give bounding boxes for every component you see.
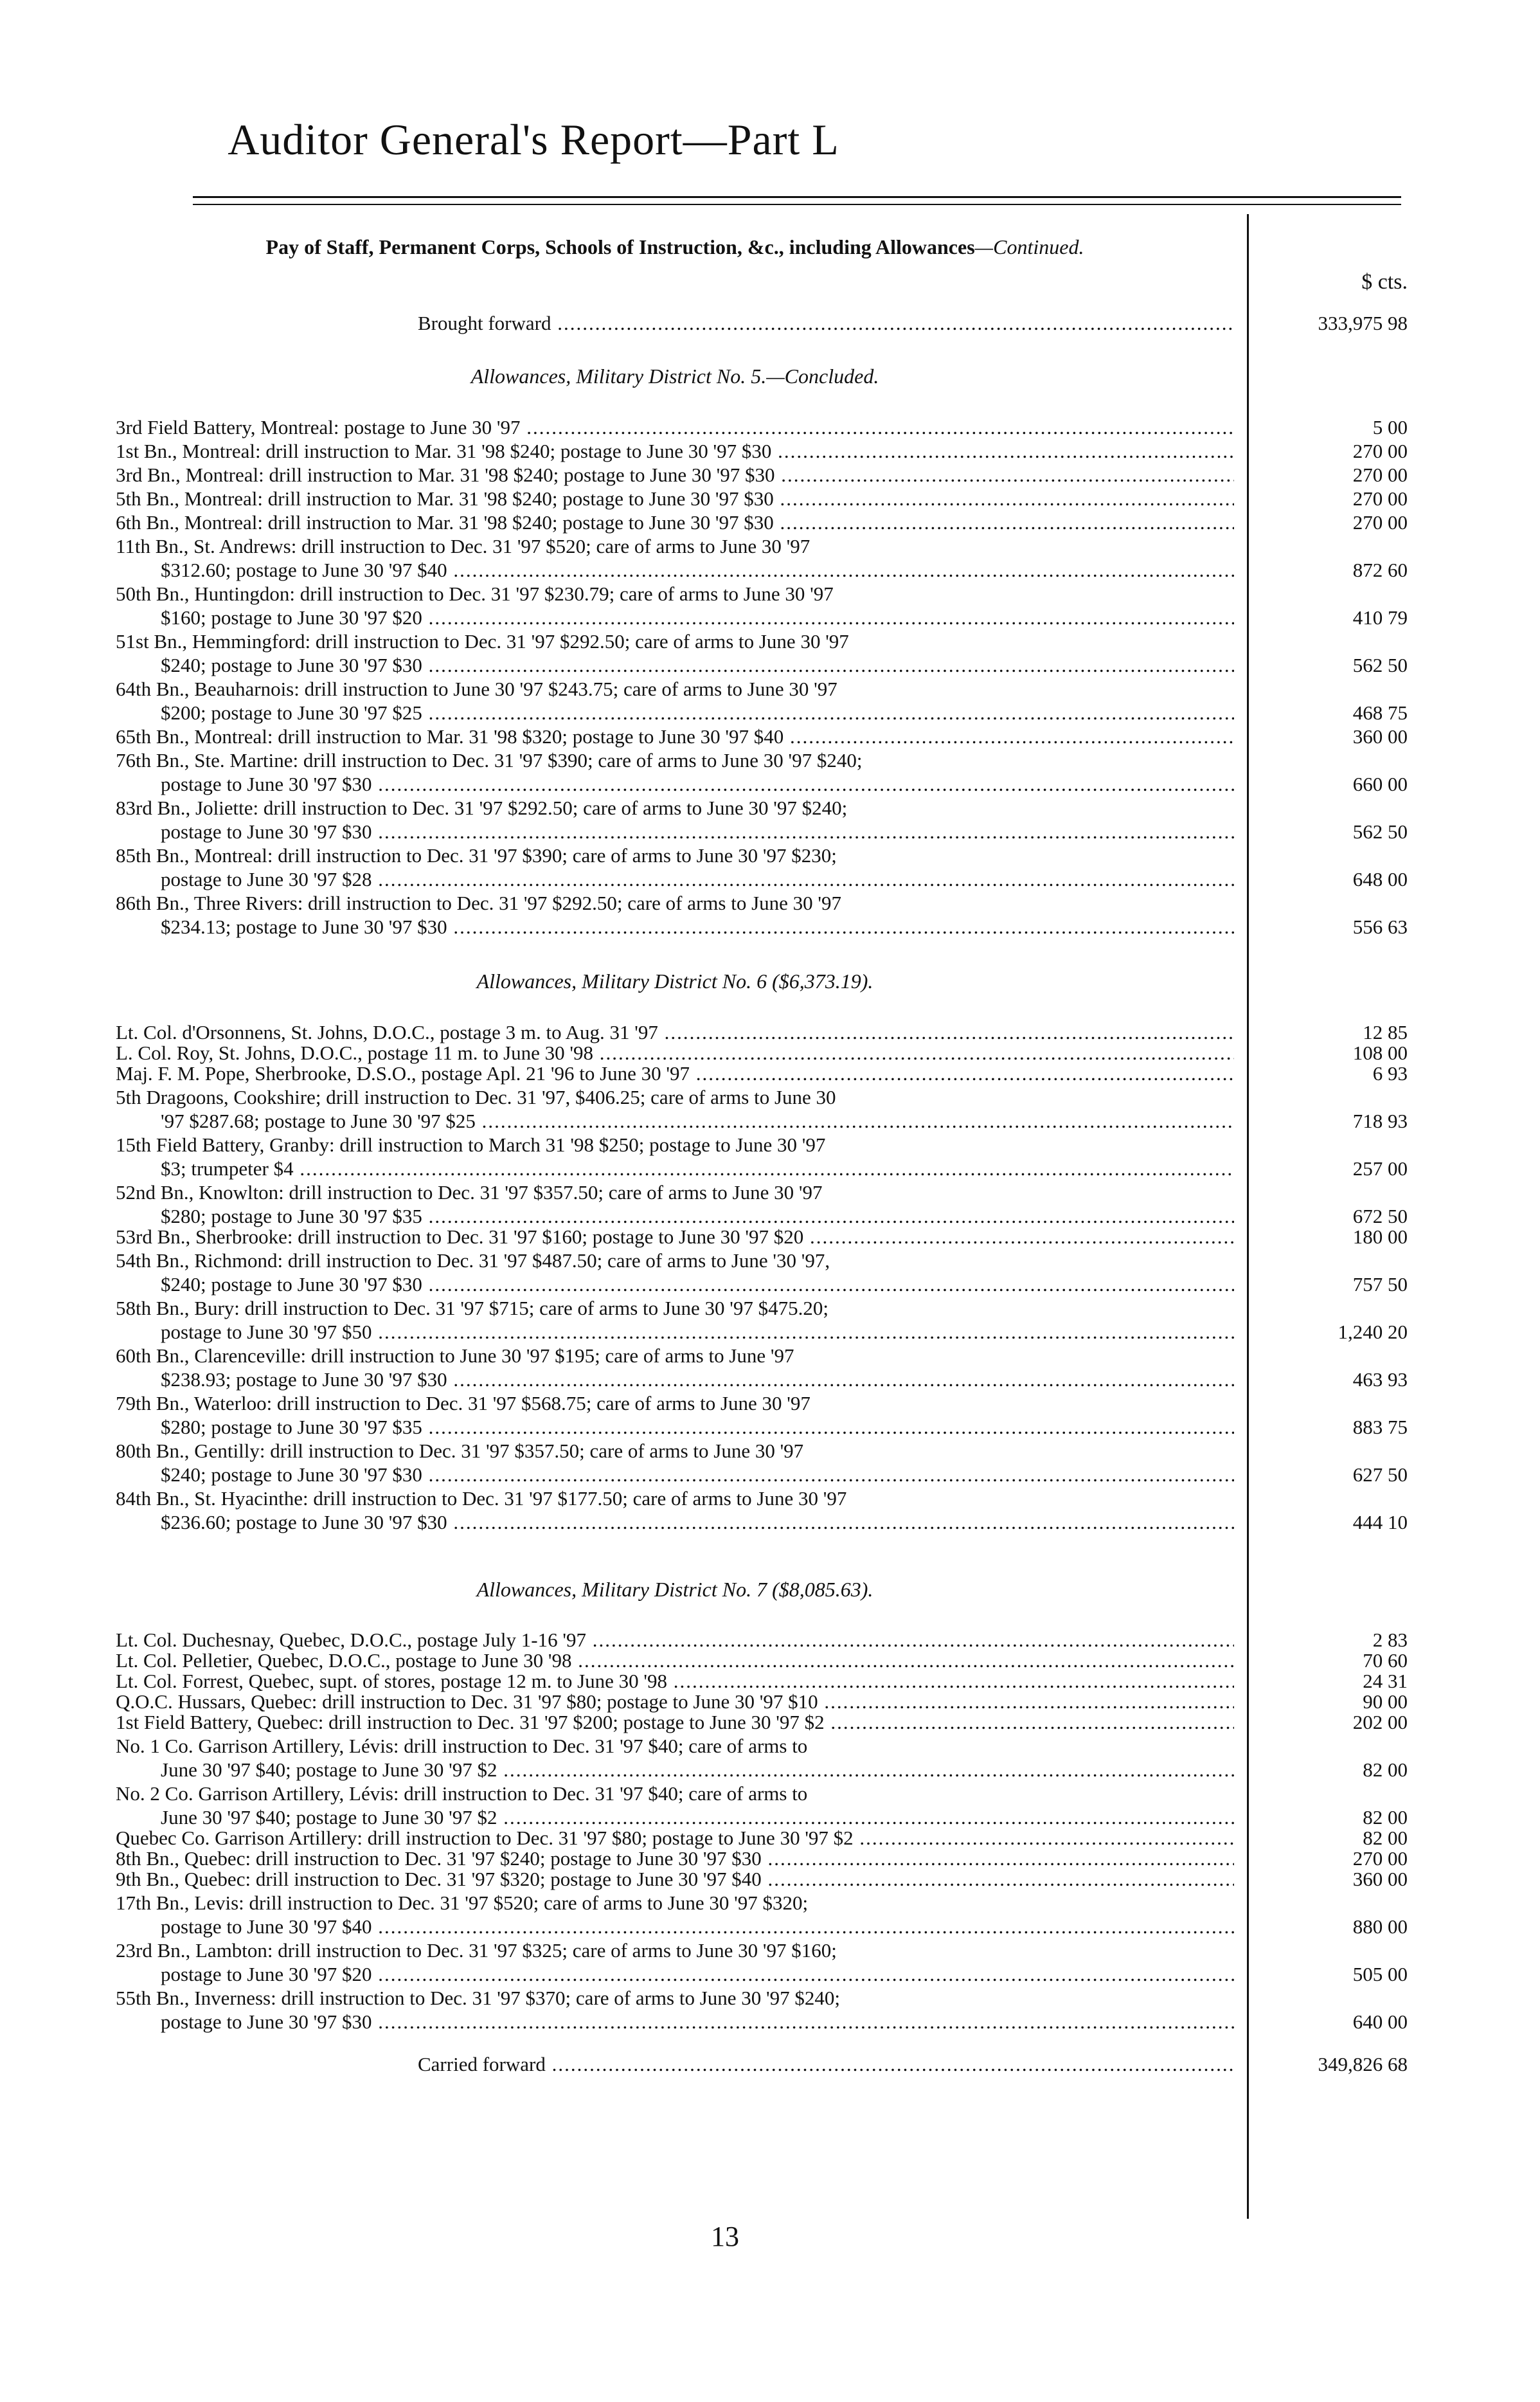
table-heading-text: Pay of Staff, Permanent Corps, Schools of Instruction, &c., including Allowances — [265, 235, 975, 258]
entry-line: 79th Bn., Waterloo: drill instruction to Dec. 31 '97 $568.75; care of arms to June 30 '97 — [116, 1392, 810, 1414]
table-row — [116, 1486, 1408, 1534]
entry-line: $240; postage to June 30 '97 $30 ..... — [116, 1463, 1234, 1486]
table-row — [116, 725, 1408, 748]
entry-line: postage to June 30 '97 $50 ..... — [116, 1320, 1234, 1344]
entry-description — [116, 1439, 1234, 1486]
entry-line: 84th Bn., St. Hyacinthe: drill instruction to Dec. 31 '97 $177.50; care of arms to June 30 '97 — [116, 1487, 847, 1510]
table-row — [116, 534, 1408, 582]
table-row — [116, 1249, 1408, 1296]
entry-line: 80th Bn., Gentilly: drill instruction to Dec. 31 '97 $357.50; care of arms to June 30 '97 — [116, 1440, 804, 1462]
entry-line: 9th Bn., Quebec: drill instruction to Dec. 31 '97 $320; postage to June 30 '97 $40 ..... — [116, 1867, 1234, 1891]
entry-description — [116, 1249, 1234, 1296]
brought-forward-amount: 333,975 98 — [1318, 312, 1408, 334]
entry-description — [116, 1782, 1234, 1829]
entry-amount: 12 85 — [1363, 1021, 1408, 1043]
entry-amount: 463 93 — [1352, 1368, 1408, 1391]
table-row — [116, 1016, 1408, 1044]
entry-line: Maj. F. M. Pope, Sherbrooke, D.S.O., postage Apl. 21 '96 to June 30 '97 ..... — [116, 1061, 1234, 1085]
entry-description — [116, 439, 1234, 463]
table-row — [116, 1713, 1408, 1734]
entry-amount: 880 00 — [1352, 1915, 1408, 1938]
entry-line: L. Col. Roy, St. Johns, D.O.C., postage 11 m. to June 30 '98 ..... — [116, 1041, 1234, 1065]
entry-line: No. 1 Co. Garrison Artillery, Lévis: drill instruction to Dec. 31 '97 $40; care of arms to — [116, 1735, 808, 1757]
entry-amount: 270 00 — [1352, 1847, 1408, 1870]
entry-amount: 24 31 — [1363, 1670, 1408, 1692]
entry-line: 52nd Bn., Knowlton: drill instruction to Dec. 31 '97 $357.50; care of arms to June 30 '97 — [116, 1181, 823, 1204]
entry-amount: 82 00 — [1363, 1806, 1408, 1829]
entry-amount: 270 00 — [1352, 440, 1408, 462]
accounts-table — [116, 214, 1408, 2076]
entry-line: 86th Bn., Three Rivers: drill instruction to Dec. 31 '97 $292.50; care of arms to June 30 '97 — [116, 892, 841, 914]
table-row — [116, 463, 1408, 487]
entry-line: postage to June 30 '97 $28 ..... — [116, 867, 1234, 891]
entry-amount: 505 00 — [1352, 1963, 1408, 1985]
entry-line: $240; postage to June 30 '97 $30 ..... — [116, 1272, 1234, 1296]
entry-description — [116, 1296, 1234, 1344]
table-row — [116, 891, 1408, 939]
entry-description — [116, 1486, 1234, 1534]
entry-line: postage to June 30 '97 $30 ..... — [116, 820, 1234, 844]
entry-line: 64th Bn., Beauharnois: drill instruction to June 30 '97 $243.75; care of arms to June 30 '97 — [116, 678, 837, 700]
entry-amount: 640 00 — [1352, 2010, 1408, 2033]
entry-amount: 660 00 — [1352, 773, 1408, 795]
entry-description — [116, 1180, 1234, 1228]
entry-amount: 718 93 — [1352, 1110, 1408, 1132]
entry-amount: 270 00 — [1352, 511, 1408, 534]
entry-line: 8th Bn., Quebec: drill instruction to Dec. 31 '97 $240; postage to June 30 '97 $30 ..... — [116, 1847, 1234, 1870]
table-row — [116, 1624, 1408, 1652]
entry-line: 3rd Field Battery, Montreal: postage to June 30 '97 ..... — [116, 415, 1234, 439]
table-heading — [116, 235, 1234, 260]
entry-line: $3; trumpeter $4 ..... — [116, 1157, 1234, 1180]
entry-description — [116, 725, 1234, 748]
entry-line: 58th Bn., Bury: drill instruction to Dec. 31 '97 $715; care of arms to June 30 '97 $475.20; — [116, 1297, 828, 1319]
entry-line: 83rd Bn., Joliette: drill instruction to Dec. 31 '97 $292.50; care of arms to June 30 '97 $240; — [116, 797, 848, 819]
carried-forward-row — [116, 2048, 1408, 2076]
entry-description — [116, 510, 1234, 534]
entry-description — [116, 677, 1234, 725]
table-row — [116, 1085, 1408, 1133]
entry-description — [116, 1225, 1234, 1249]
entry-line: Lt. Col. Duchesnay, Quebec, D.O.C., postage July 1-16 '97 ..... — [116, 1628, 1234, 1652]
entry-line: 5th Dragoons, Cookshire; drill instruction to Dec. 31 '97, $406.25; care of arms to June 30 — [116, 1086, 836, 1108]
table-row — [116, 1734, 1408, 1782]
entry-line: 3rd Bn., Montreal: drill instruction to Mar. 31 '98 $240; postage to June 30 '97 $30 ..... — [116, 463, 1234, 487]
brought-forward-row — [116, 294, 1408, 335]
entry-description — [116, 1891, 1234, 1938]
top-rule-thin — [193, 204, 1401, 205]
entry-line: 54th Bn., Richmond: drill instruction to Dec. 31 '97 $487.50; care of arms to June '30 '97, — [116, 1249, 830, 1272]
entry-line: $280; postage to June 30 '97 $35 ..... — [116, 1204, 1234, 1228]
entry-description — [116, 1085, 1234, 1133]
entry-line: June 30 '97 $40; postage to June 30 '97 $2 ..... — [116, 1805, 1234, 1829]
entry-amount: 562 50 — [1352, 654, 1408, 676]
entry-line: 15th Field Battery, Granby: drill instruction to March 31 '98 $250; postage to June 30 '97 — [116, 1133, 826, 1156]
table-heading-continued: —Continued. — [974, 235, 1084, 258]
entry-amount: 883 75 — [1352, 1416, 1408, 1438]
entry-amount: 757 50 — [1352, 1273, 1408, 1296]
entry-line: $236.60; postage to June 30 '97 $30 ..... — [116, 1510, 1234, 1534]
entry-amount: 444 10 — [1352, 1511, 1408, 1533]
entry-description — [116, 582, 1234, 629]
entry-line: 85th Bn., Montreal: drill instruction to Dec. 31 '97 $390; care of arms to June 30 '97 $230; — [116, 844, 837, 867]
entry-amount: 562 50 — [1352, 820, 1408, 843]
table-row — [116, 510, 1408, 534]
table-row — [116, 1062, 1408, 1085]
entry-line: 1st Field Battery, Quebec: drill instruction to Dec. 31 '97 $200; postage to June 30 '97 $2 ..... — [116, 1710, 1234, 1734]
entry-description — [116, 463, 1234, 487]
entry-amount: 257 00 — [1352, 1157, 1408, 1180]
section-title: Allowances, Military District No. 6 ($6,373.19). — [476, 970, 873, 993]
table-row — [116, 1439, 1408, 1486]
entry-amount: 672 50 — [1352, 1205, 1408, 1227]
entry-line: 6th Bn., Montreal: drill instruction to Mar. 31 '98 $240; postage to June 30 '97 $30 ..... — [116, 510, 1234, 534]
entry-line: $312.60; postage to June 30 '97 $40 ..... — [116, 558, 1234, 582]
entry-amount: 108 00 — [1352, 1042, 1408, 1064]
entry-description — [116, 1710, 1234, 1734]
entry-amount: 82 00 — [1363, 1758, 1408, 1781]
page-number: 13 — [711, 2221, 739, 2252]
entry-line: 60th Bn., Clarenceville: drill instruction to June 30 '97 $195; care of arms to June '97 — [116, 1344, 794, 1367]
entry-amount: 468 75 — [1352, 701, 1408, 724]
entry-amount: 180 00 — [1352, 1225, 1408, 1248]
entry-line: 65th Bn., Montreal: drill instruction to Mar. 31 '98 $320; postage to June 30 '97 $40 ..... — [116, 725, 1234, 748]
entry-amount: 410 79 — [1352, 606, 1408, 629]
top-rule — [193, 196, 1401, 198]
entry-amount: 872 60 — [1352, 559, 1408, 581]
entry-line: postage to June 30 '97 $30 ..... — [116, 772, 1234, 796]
entry-description — [116, 1938, 1234, 1986]
entry-description — [116, 1867, 1234, 1891]
section-title-row — [116, 1534, 1408, 1624]
entry-line: $200; postage to June 30 '97 $25 ..... — [116, 701, 1234, 725]
table-row — [116, 1225, 1408, 1249]
section-title-row — [116, 939, 1408, 1016]
entry-description — [116, 1061, 1234, 1085]
entry-amount: 82 00 — [1363, 1827, 1408, 1849]
entry-description — [116, 415, 1234, 439]
table-row — [116, 1296, 1408, 1344]
entry-line: Lt. Col. Forrest, Quebec, supt. of stores, postage 12 m. to June 30 '98 ..... — [116, 1669, 1234, 1693]
entry-line: Quebec Co. Garrison Artillery: drill instruction to Dec. 31 '97 $80; postage to June 30 '97 $2 ..... — [116, 1826, 1234, 1850]
running-head: Auditor General's Report—Part L — [228, 115, 839, 164]
entry-line: 53rd Bn., Sherbrooke: drill instruction to Dec. 31 '97 $160; postage to June 30 '97 $20 ..... — [116, 1225, 1234, 1249]
table-row — [116, 796, 1408, 844]
section-title: Allowances, Military District No. 7 ($8,085.63). — [476, 1578, 873, 1601]
table-row — [116, 1870, 1408, 1891]
entry-amount: 270 00 — [1352, 464, 1408, 486]
entry-amount: 360 00 — [1352, 725, 1408, 748]
carried-forward-label: Carried forward ..... — [418, 2052, 1234, 2076]
currency-header: $ cts. — [1361, 270, 1408, 294]
table-row — [116, 1344, 1408, 1391]
entry-line: 76th Bn., Ste. Martine: drill instruction to Dec. 31 '97 $390; care of arms to June 30 '97 $240; — [116, 749, 863, 772]
table-row — [116, 439, 1408, 463]
entry-description — [116, 534, 1234, 582]
table-heading-row — [116, 214, 1408, 294]
entry-line: $240; postage to June 30 '97 $30 ..... — [116, 653, 1234, 677]
entry-description — [116, 629, 1234, 677]
entry-description — [116, 1133, 1234, 1180]
entry-line: 23rd Bn., Lambton: drill instruction to Dec. 31 '97 $325; care of arms to June 30 '97 $160; — [116, 1939, 837, 1962]
entry-amount: 6 93 — [1372, 1062, 1408, 1085]
table-row — [116, 1391, 1408, 1439]
entry-line: postage to June 30 '97 $40 ..... — [116, 1915, 1234, 1938]
entry-line: postage to June 30 '97 $20 ..... — [116, 1962, 1234, 1986]
entry-amount: 270 00 — [1352, 487, 1408, 510]
entry-amount: 648 00 — [1352, 868, 1408, 890]
entry-description — [116, 487, 1234, 510]
table-row — [116, 487, 1408, 510]
entry-amount: 2 83 — [1372, 1629, 1408, 1651]
entry-amount: 1,240 20 — [1338, 1321, 1408, 1343]
entry-description — [116, 748, 1234, 796]
table-row — [116, 411, 1408, 439]
table-row — [116, 582, 1408, 629]
entry-amount: 5 00 — [1372, 416, 1408, 438]
entry-line: '97 $287.68; postage to June 30 '97 $25 ..... — [116, 1109, 1234, 1133]
entry-line: No. 2 Co. Garrison Artillery, Lévis: drill instruction to Dec. 31 '97 $40; care of arms to — [116, 1782, 808, 1805]
entry-line: $280; postage to June 30 '97 $35 ..... — [116, 1415, 1234, 1439]
entry-description — [116, 1734, 1234, 1782]
table-row — [116, 1782, 1408, 1829]
entry-line: 50th Bn., Huntingdon: drill instruction to Dec. 31 '97 $230.79; care of arms to June 30 '97 — [116, 582, 834, 605]
table-row — [116, 844, 1408, 891]
brought-forward-label: Brought forward ..... — [418, 311, 1234, 335]
table-row — [116, 1891, 1408, 1938]
entry-description — [116, 796, 1234, 844]
table-row — [116, 748, 1408, 796]
entry-amount: 627 50 — [1352, 1463, 1408, 1486]
table-row — [116, 1986, 1408, 2034]
entry-amount: 90 00 — [1363, 1690, 1408, 1713]
entry-line: $238.93; postage to June 30 '97 $30 ..... — [116, 1368, 1234, 1391]
entry-description — [116, 1986, 1234, 2034]
entry-line: 1st Bn., Montreal: drill instruction to Mar. 31 '98 $240; postage to June 30 '97 $30 ..... — [116, 439, 1234, 463]
entry-line: postage to June 30 '97 $30 ..... — [116, 2010, 1234, 2034]
section-title: Allowances, Military District No. 5.—Concluded. — [470, 365, 879, 388]
entry-description — [116, 844, 1234, 891]
entry-line: 55th Bn., Inverness: drill instruction to Dec. 31 '97 $370; care of arms to June 30 '97 $240; — [116, 1987, 840, 2009]
entry-description — [116, 891, 1234, 939]
table-row — [116, 1938, 1408, 1986]
table-row — [116, 677, 1408, 725]
entry-description — [116, 1391, 1234, 1439]
table-row — [116, 1133, 1408, 1180]
entry-line: Q.O.C. Hussars, Quebec: drill instruction to Dec. 31 '97 $80; postage to June 30 '97 $10 ..... — [116, 1690, 1234, 1713]
entry-line: 5th Bn., Montreal: drill instruction to Mar. 31 '98 $240; postage to June 30 '97 $30 ..... — [116, 487, 1234, 510]
entry-line: 11th Bn., St. Andrews: drill instruction to Dec. 31 '97 $520; care of arms to June 30 '97 — [116, 535, 810, 557]
entry-line: $234.13; postage to June 30 '97 $30 ..... — [116, 915, 1234, 939]
table-row — [116, 1180, 1408, 1228]
sections-container — [116, 335, 1408, 2034]
entry-line: $160; postage to June 30 '97 $20 ..... — [116, 606, 1234, 629]
entry-line: Lt. Col. Pelletier, Quebec, D.O.C., postage to June 30 '98 ..... — [116, 1648, 1234, 1672]
entry-line: June 30 '97 $40; postage to June 30 '97 $2 ..... — [116, 1758, 1234, 1782]
entry-description — [116, 1344, 1234, 1391]
entry-amount: 70 60 — [1363, 1649, 1408, 1672]
entry-amount: 556 63 — [1352, 916, 1408, 938]
entry-line: 51st Bn., Hemmingford: drill instruction to Dec. 31 '97 $292.50; care of arms to June 30 '97 — [116, 630, 849, 653]
carried-forward-amount: 349,826 68 — [1318, 2053, 1408, 2075]
entry-line: Lt. Col. d'Orsonnens, St. Johns, D.O.C., postage 3 m. to Aug. 31 '97 ..... — [116, 1020, 1234, 1044]
entry-line: 17th Bn., Levis: drill instruction to Dec. 31 '97 $520; care of arms to June 30 '97 $320; — [116, 1892, 809, 1914]
entry-amount: 202 00 — [1352, 1711, 1408, 1733]
table-row — [116, 629, 1408, 677]
entry-amount: 360 00 — [1352, 1868, 1408, 1890]
section-title-row — [116, 335, 1408, 411]
